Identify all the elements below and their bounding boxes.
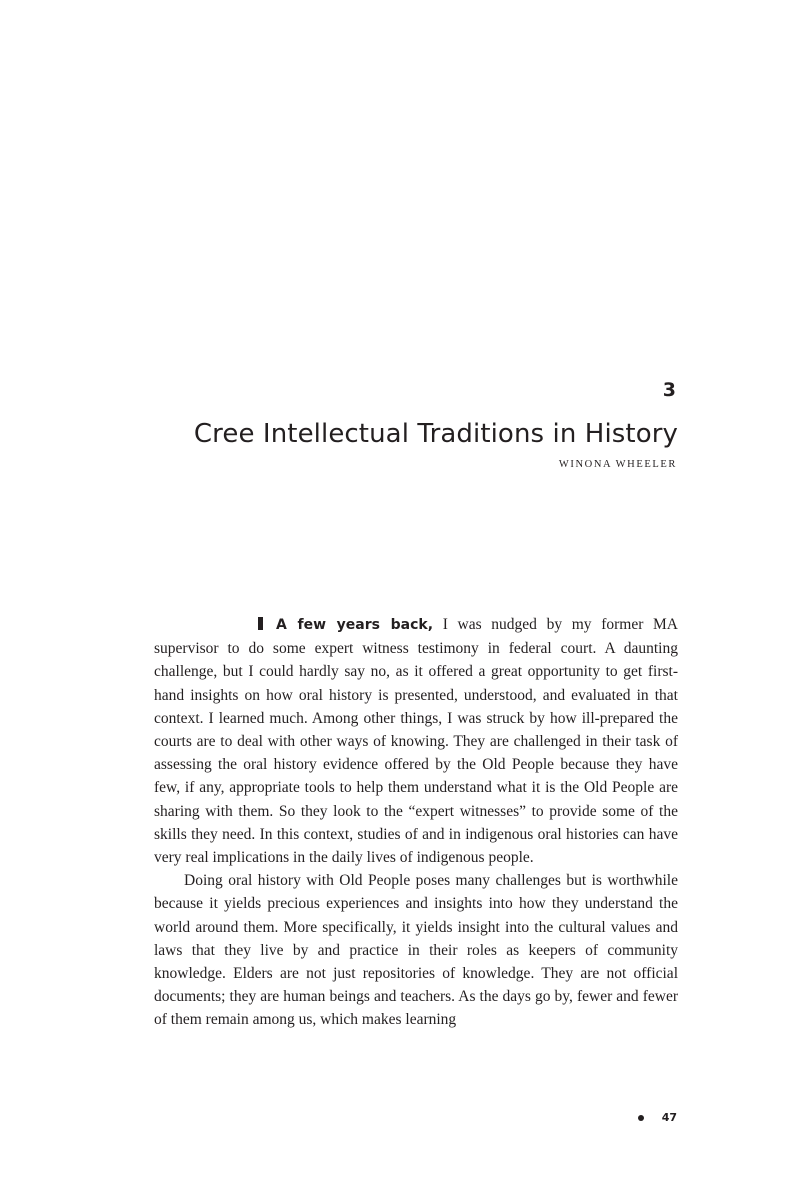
page-number: 47 <box>661 1111 677 1124</box>
chapter-title: Cree Intellectual Traditions in History <box>193 419 678 449</box>
chapter-author: WINONA WHEELER <box>558 459 677 470</box>
chapter-number: 3 <box>662 379 676 401</box>
body-text <box>154 613 678 1032</box>
paragraph-2: Doing oral history with Old People poses many challenges but is worthwhile because it yields precious experiences and insights into how they understand the world around them. More specifically, it yields insight into the cultural values and laws that they live by and practice in their roles as keepers of community knowledge. Elders are not just repositories of knowledge. They are not official documents; they are human beings and teachers. As the days go by, fewer and fewer of them remain among us, which makes learning <box>154 872 678 1029</box>
section-marker-icon <box>258 617 263 630</box>
paragraph-1-text: I was nudged by my former MA supervisor to do some expert witness testimony in federal court. A daunting challenge, but I could hardly say no, as it offered a great opportunity to get first-hand insights on how oral history is presented, understood, and evaluated in that context. I learned much. Among other things, I was struck by how ill-prepared the courts are to deal with other ways of knowing. They are challenged in their task of assessing the oral history evidence offered by the Old People because they have few, if any, appropriate tools to help them understand what it is the Old People are sharing with them. So they look to the “expert witnesses” to provide some of the skills they need. In this context, studies of and in indigenous oral histories can have very real implications in the daily lives of indigenous people. <box>154 616 678 867</box>
paragraph-1 <box>154 613 678 869</box>
bullet-dot-icon <box>638 1115 644 1121</box>
lead-in-text: A few years back, <box>276 617 434 633</box>
page-footer <box>638 1111 677 1124</box>
